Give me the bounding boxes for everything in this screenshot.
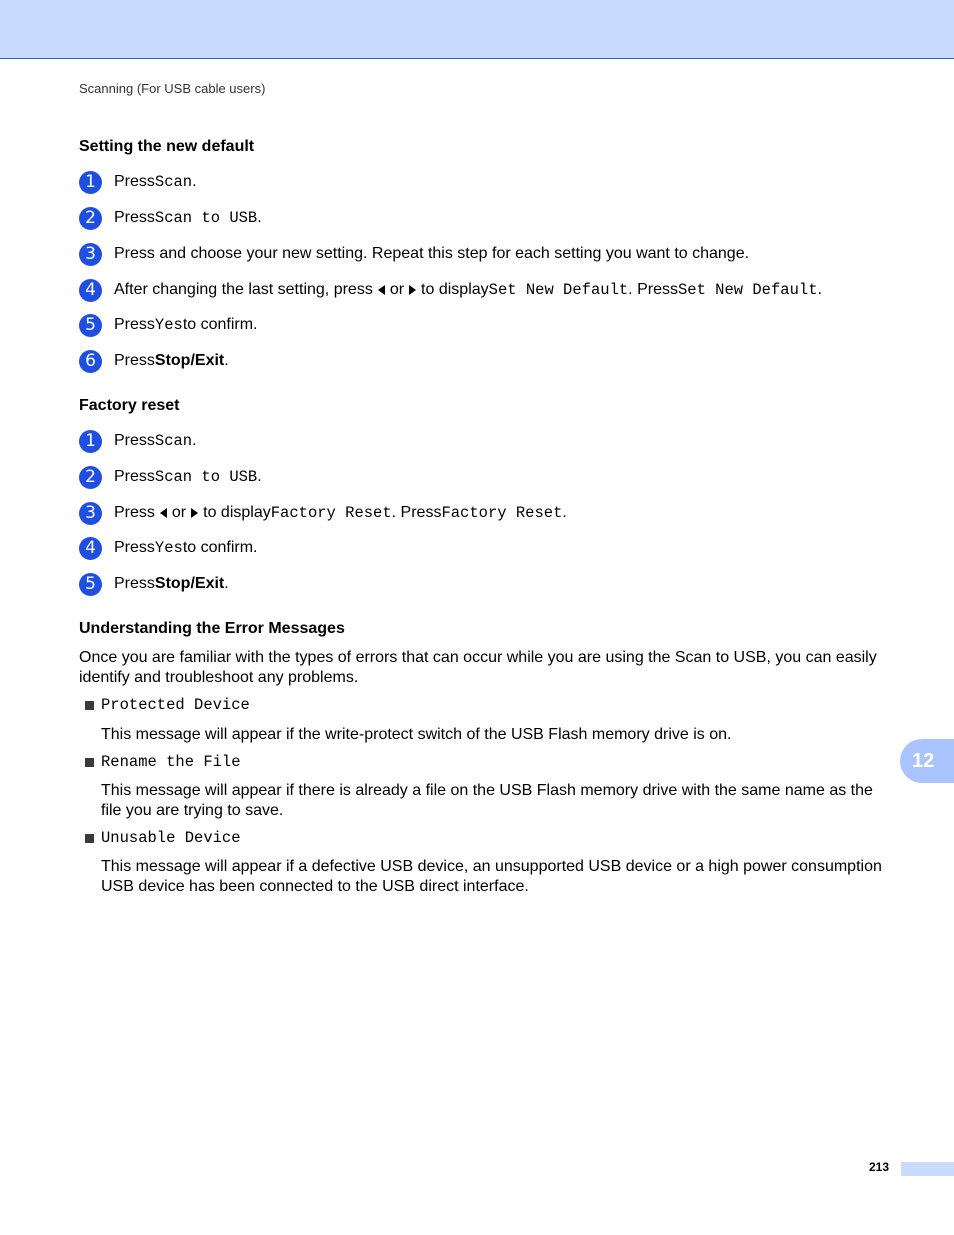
step-number: 5 xyxy=(79,314,102,337)
lcd-option: Scan to USB xyxy=(154,468,258,486)
running-head: Scanning (For USB cable users) xyxy=(79,81,266,96)
step-number: 2 xyxy=(79,207,102,230)
step-number: 3 xyxy=(79,243,102,266)
step-item: 4 After changing the last setting, press or to display Set New Default . Press Set New Default . xyxy=(79,278,822,302)
section-heading-new-default: Setting the new default xyxy=(79,138,255,155)
error-name: Unusable Device xyxy=(101,829,241,847)
error-item xyxy=(85,829,241,847)
chapter-tab: 12 xyxy=(900,739,954,783)
section-heading-factory-reset: Factory reset xyxy=(79,397,180,414)
lcd-option: Set New Default xyxy=(488,281,629,299)
error-name: Protected Device xyxy=(101,696,250,714)
left-arrow-icon xyxy=(160,508,167,518)
step-number: 1 xyxy=(79,171,102,194)
step-number: 1 xyxy=(79,430,102,453)
step-number: 2 xyxy=(79,466,102,489)
step-number: 4 xyxy=(79,537,102,560)
lcd-option: Factory Reset xyxy=(441,504,563,522)
footer-band xyxy=(901,1162,954,1176)
step-item: 6 Press Stop/Exit . xyxy=(79,349,229,373)
step-item: 5 Press Yes to confirm. xyxy=(79,313,258,337)
lcd-option: Yes xyxy=(154,316,183,334)
key-name: Stop/Exit xyxy=(154,575,225,592)
step-item: 3 Press or to display Factory Reset . Press Factory Reset . xyxy=(79,501,567,525)
step-item: 2 Press Scan to USB . xyxy=(79,465,262,489)
step-item: 2 Press Scan to USB . xyxy=(79,206,262,230)
square-bullet-icon xyxy=(85,834,94,843)
error-description: This message will appear if there is already a file on the USB Flash memory drive with the same name as the file you are trying to save. xyxy=(101,782,873,819)
step-item: 5 Press Stop/Exit . xyxy=(79,572,229,596)
section-heading-error-messages: Understanding the Error Messages xyxy=(79,620,345,637)
step-number: 5 xyxy=(79,573,102,596)
right-arrow-icon xyxy=(409,285,416,295)
step-number: 3 xyxy=(79,502,102,525)
lcd-option: Scan to USB xyxy=(154,209,258,227)
right-arrow-icon xyxy=(191,508,198,518)
error-description: This message will appear if the write-protect switch of the USB Flash memory drive is on. xyxy=(101,726,732,743)
lcd-option: Factory Reset xyxy=(270,504,392,522)
error-item xyxy=(85,696,250,714)
step-number: 6 xyxy=(79,350,102,373)
lcd-option: Yes xyxy=(154,539,183,557)
step-item: 1 Press Scan . xyxy=(79,170,197,194)
intro-paragraph: Once you are familiar with the types of errors that can occur while you are using the Scan to USB, you can easily identify and troubleshoot any problems. xyxy=(79,649,877,686)
step-item: 3 Press and choose your new setting. Repeat this step for each setting you want to change. xyxy=(79,242,749,266)
lcd-option: Scan xyxy=(154,432,193,450)
page-number: 213 xyxy=(869,1160,890,1174)
header-band xyxy=(0,0,954,59)
step-item: 1 Press Scan . xyxy=(79,429,197,453)
error-name: Rename the File xyxy=(101,753,241,771)
lcd-option: Set New Default xyxy=(677,281,818,299)
error-item xyxy=(85,753,241,771)
lcd-option: Scan xyxy=(154,173,193,191)
square-bullet-icon xyxy=(85,701,94,710)
key-name: Stop/Exit xyxy=(154,352,225,369)
step-number: 4 xyxy=(79,279,102,302)
step-item: 4 Press Yes to confirm. xyxy=(79,536,258,560)
error-description: This message will appear if a defective USB device, an unsupported USB device or a high power consumption USB device has been connected to the USB direct interface. xyxy=(101,858,882,895)
square-bullet-icon xyxy=(85,758,94,767)
left-arrow-icon xyxy=(378,285,385,295)
